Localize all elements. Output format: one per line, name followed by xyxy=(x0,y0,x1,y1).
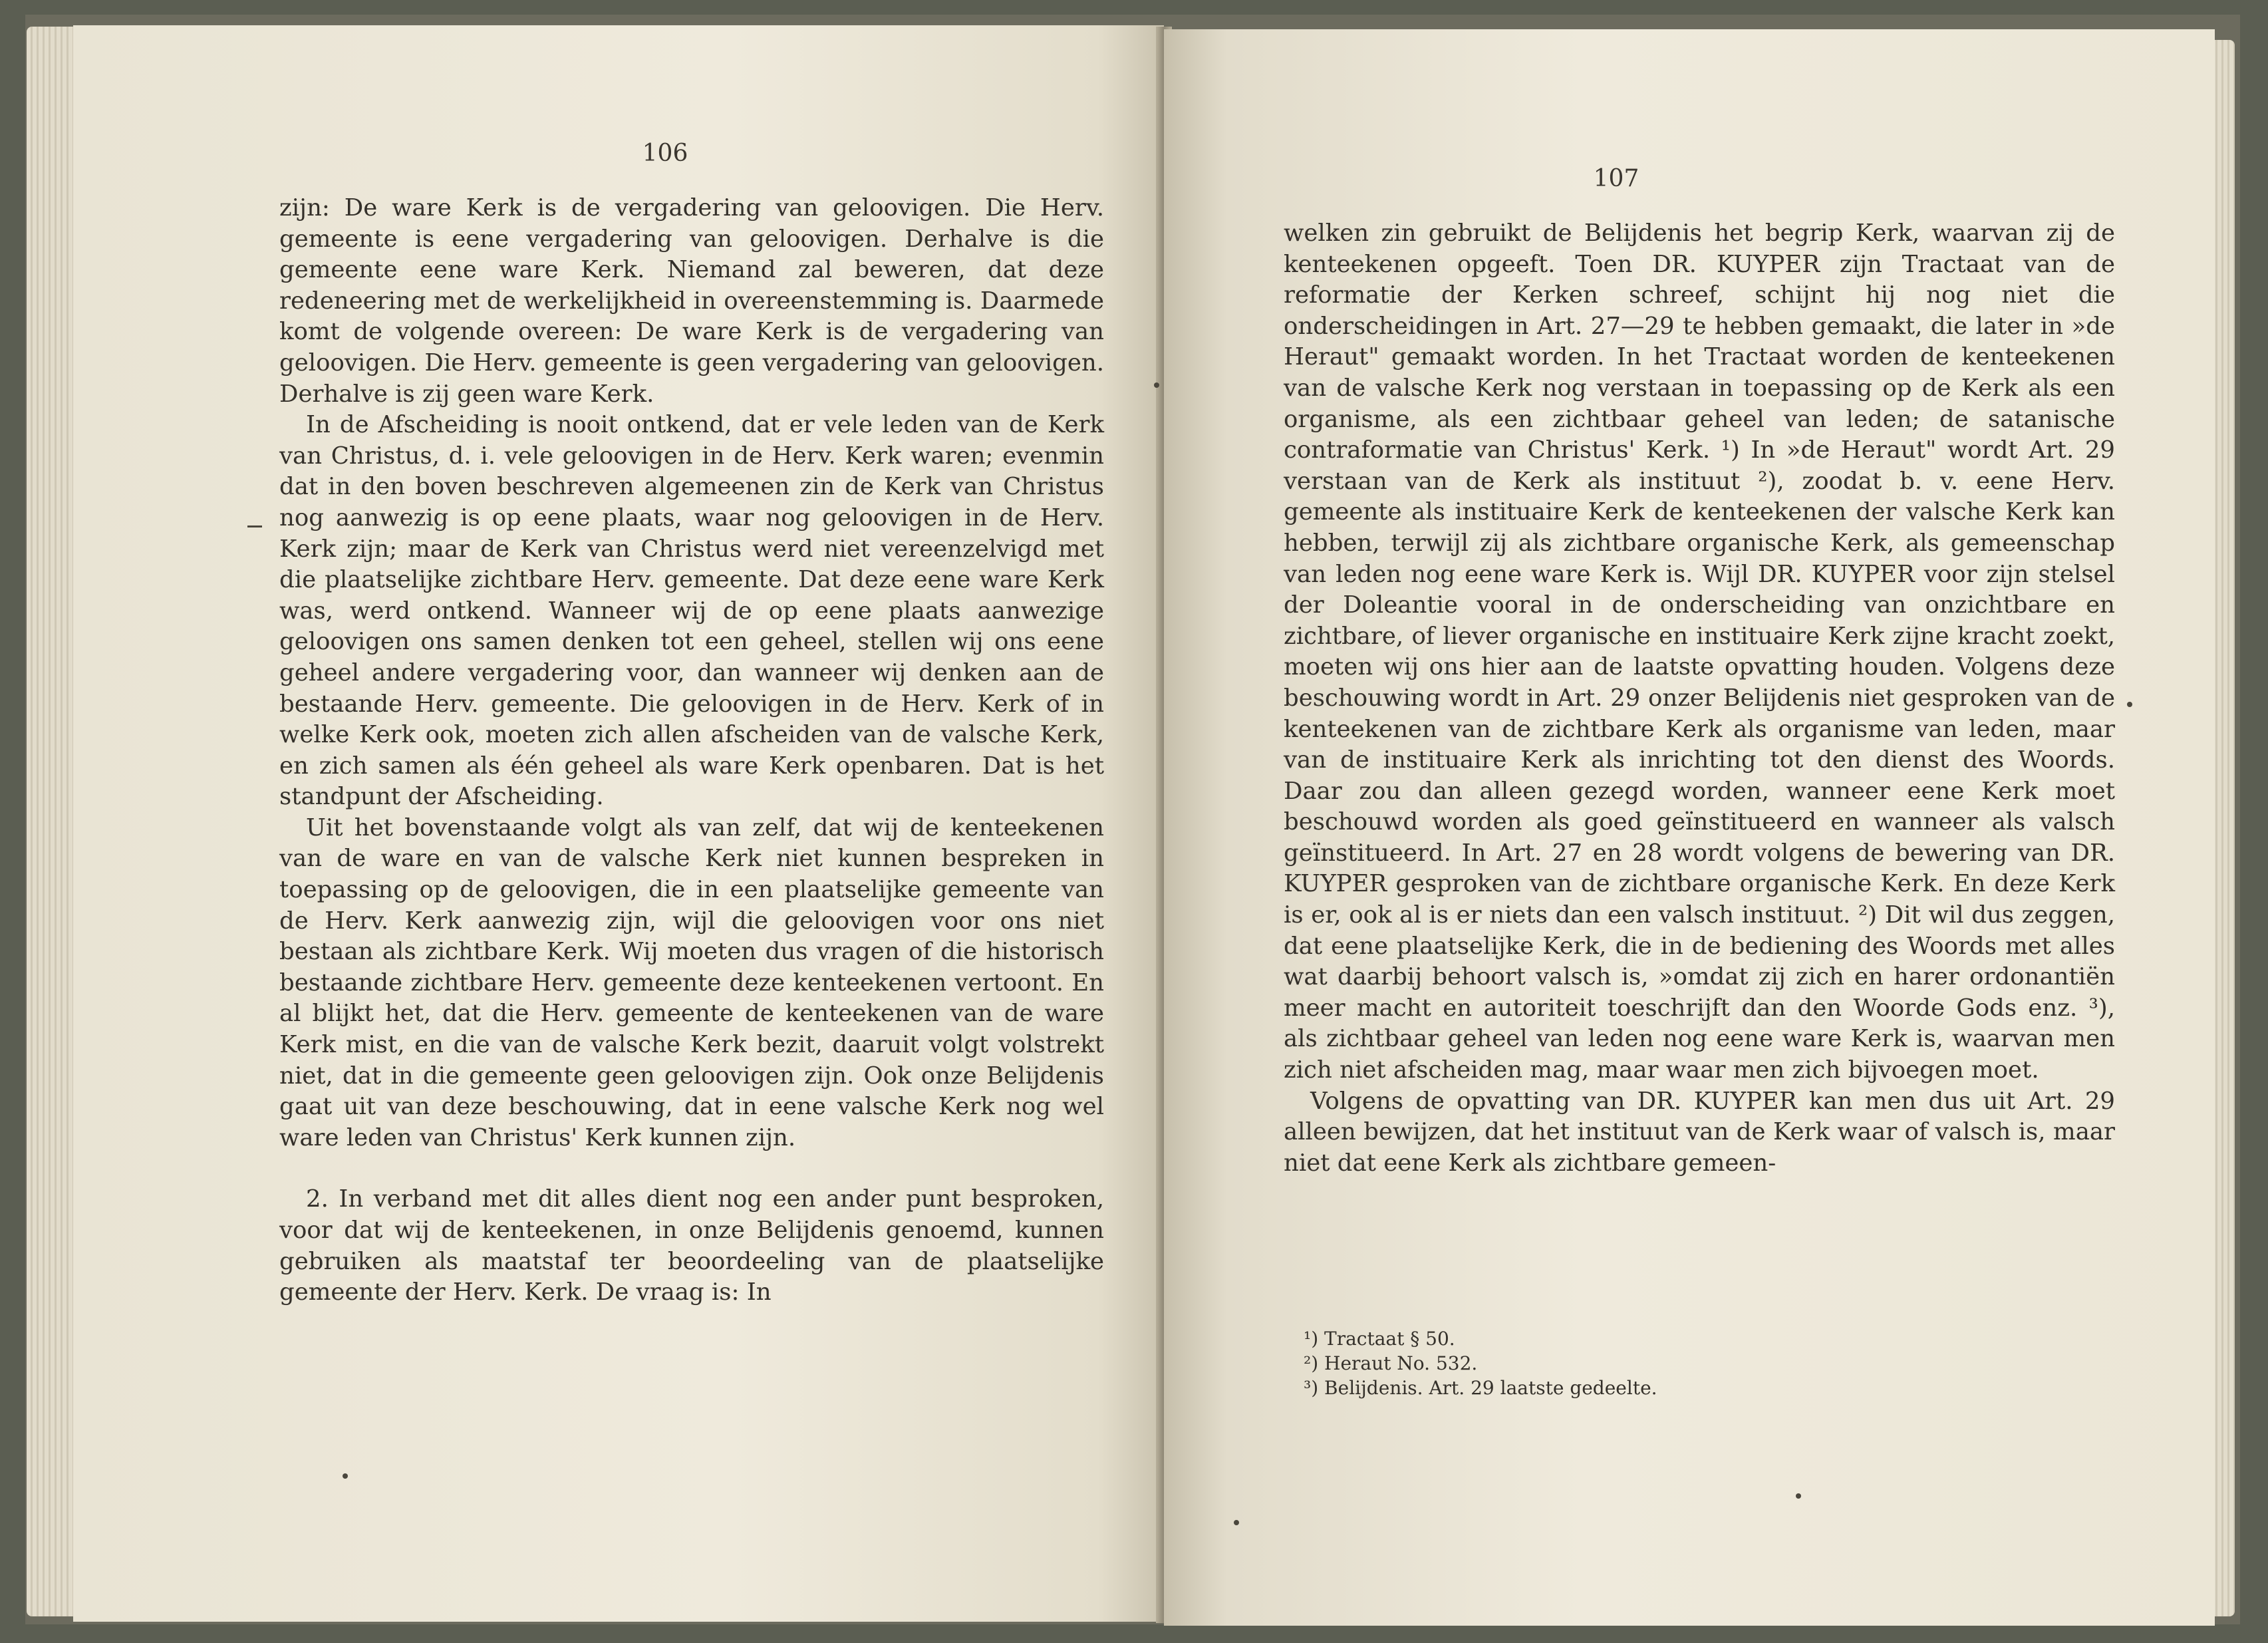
footnote: ²) Heraut No. 532. xyxy=(1304,1352,1478,1374)
page-number-right: 107 xyxy=(1593,165,1639,192)
paper-mark xyxy=(247,525,262,527)
right-page-text xyxy=(1284,218,2115,1179)
paragraph: zijn: De ware Kerk is de vergadering van geloovigen. Die Herv. gemeente is eene vergadering van geloovigen. Derhalve is die gemeente eene ware Kerk. Niemand zal beweren, dat deze redeneering met de werkelijkheid in overeenstemming is. Daarmede komt de volgende overeen: De ware Kerk is de vergadering van geloovigen. Die Herv. gemeente is geen vergadering van geloovigen. Derhalve is zij geen ware Kerk. xyxy=(279,194,1104,408)
paper-speck xyxy=(1154,382,1159,388)
right-page xyxy=(1164,29,2215,1626)
paper-speck xyxy=(2127,702,2132,707)
paper-speck xyxy=(1796,1493,1801,1499)
paper-speck xyxy=(343,1473,348,1479)
paragraph: welken zin gebruikt de Belijdenis het begrip Kerk, waarvan zij de kenteekenen opgeeft. Toen DR. KUYPER zijn Tractaat van de reformatie der Kerken schreef, schijnt hij nog niet die onderscheidingen in Art. 27—29 te hebben gemaakt, die later in »de Heraut" gemaakt worden. In het Tractaat worden de kenteekenen van de valsche Kerk nog verstaan in toepassing op de Kerk als een organisme, als een zichtbaar geheel van leden; de satanische contraformatie van Christus' Kerk. ¹) In »de Heraut" wordt Art. 29 verstaan van de Kerk als instituut ²), zoodat b. v. eene Herv. gemeente als instituaire Kerk de kenteekenen der valsche Kerk kan hebben, terwijl zij als zichtbare organische Kerk, als gemeenschap van leden nog eene ware Kerk is. Wijl DR. KUYPER voor zijn stelsel der Doleantie vooral in de onderscheiding van onzichtbare en zichtbare, of liever organische en instituaire Kerk zijne kracht zoekt, moeten wij ons hier aan de laatste opvatting houden. Volgens deze beschouwing wordt in Art. 29 onzer Belijdenis niet gesproken van de kenteekenen van de zichtbare Kerk als organisme van leden, maar van de instituaire Kerk als inrichting tot den dienst des Woords. Daar zou dan alleen gezegd worden, wanneer eene Kerk moet beschouwd worden als goed geïnstitueerd en wanneer als valsch geïnstitueerd. In Art. 27 en 28 wordt volgens de bewering van DR. KUYPER gesproken van de zichtbare organische Kerk. En deze Kerk is er, ook al is er niets dan een valsch instituut. ²) Dit wil dus zeggen, dat eene plaatselijke Kerk, die in de bediening des Woords met alles wat daarbij behoort valsch is, »omdat zij zich en harer ordonantiën meer macht en autoriteit toeschrijft dan den Woorde Gods enz. ³), als zichtbaar geheel van leden nog eene ware Kerk is, waarvan men zich niet afscheiden mag, maar waar men zich bijvoegen moet. xyxy=(1284,220,2115,1084)
paragraph: In de Afscheiding is nooit ontkend, dat er vele leden van de Kerk van Christus, d. i. vele geloovigen in de Herv. Kerk waren; evenmin dat in den boven beschreven algemeenen zin de Kerk van Christus nog aanwezig is op eene plaats, waar nog geloovigen in de Herv. Kerk zijn; maar de Kerk van Christus werd niet vereenzelvigd met die plaatselijke zichtbare Herv. gemeente. Dat deze eene ware Kerk was, werd ontkend. Wanneer wij de op eene plaats aanwezige geloovigen ons samen denken tot een geheel, stellen wij ons eene geheel andere vergadering voor, dan wanneer wij denken aan de bestaande Herv. gemeente. Die geloovigen in de Herv. Kerk of in welke Kerk ook, moeten zich allen afscheiden van de valsche Kerk, en zich samen als één geheel als ware Kerk openbaren. Dat is het standpunt der Afscheiding. xyxy=(279,411,1104,811)
left-page-text xyxy=(279,193,1104,1308)
footnote: ¹) Tractaat § 50. xyxy=(1304,1328,1455,1350)
page-number-left: 106 xyxy=(642,140,688,167)
paragraph: 2. In verband met dit alles dient nog een ander punt besproken, voor dat wij de kenteekenen, in onze Belijdenis genoemd, kunnen gebruiken als maatstaf ter beoordeeling van de plaatselijke gemeente der Herv. Kerk. De vraag is: In xyxy=(279,1185,1104,1306)
paper-speck xyxy=(1234,1520,1239,1525)
footnotes xyxy=(1304,1326,1902,1400)
left-page xyxy=(73,25,1164,1622)
paragraph: Volgens de opvatting van DR. KUYPER kan men dus uit Art. 29 alleen bewijzen, dat het instituut van de Kerk waar of valsch is, maar niet dat eene Kerk als zichtbare gemeen- xyxy=(1284,1087,2115,1177)
paragraph: Uit het bovenstaande volgt als van zelf, dat wij de kenteekenen van de ware en van de valsche Kerk niet kunnen bespreken in toepassing op de geloovigen, die in een plaatselijke gemeente van de Herv. Kerk aanwezig zijn, wijl die geloovigen voor ons niet bestaan als zichtbare Kerk. Wij moeten dus vragen of die historisch bestaande zichtbare Herv. gemeente deze kenteekenen vertoont. En al blijkt het, dat die Herv. gemeente de kenteekenen van de ware Kerk mist, en die van de valsche Kerk bezit, daaruit volgt volstrekt niet, dat in die gemeente geen geloovigen zijn. Ook onze Belijdenis gaat uit van deze beschouwing, dat in eene valsche Kerk nog wel ware leden van Christus' Kerk kunnen zijn. xyxy=(279,814,1104,1151)
footnote: ³) Belijdenis. Art. 29 laatste gedeelte. xyxy=(1304,1377,1657,1399)
